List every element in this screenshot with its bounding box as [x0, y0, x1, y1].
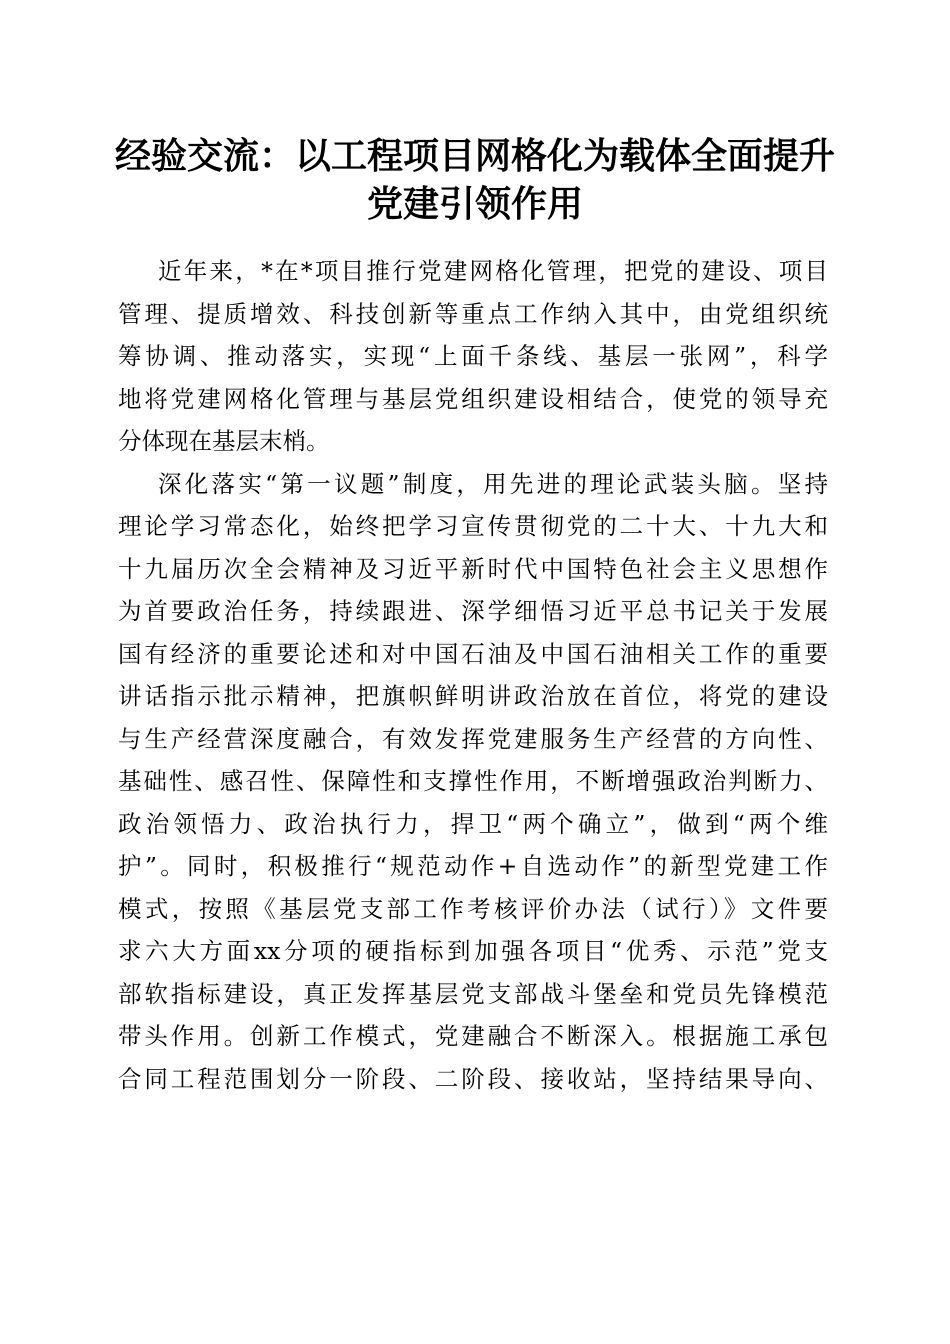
paragraph-line: 带头作用。创新工作模式，党建融合不断深入。根据施工承包 [118, 1022, 828, 1050]
paragraph-line: 合同工程范围划分一阶段、二阶段、接收站，坚持结果导向、 [118, 1064, 828, 1093]
document-title [110, 132, 840, 228]
paragraph-line: 十九届历次全会精神及习近平新时代中国特色社会主义思想作 [118, 554, 828, 583]
paragraph-line: 分体现在基层末梢。 [118, 427, 330, 455]
paragraph-line: 模式，按照《基层党支部工作考核评价办法（试行）》文件要 [118, 894, 828, 923]
paragraph-line: 管理、提质增效、科技创新等重点工作纳入其中，由党组织统 [118, 299, 828, 328]
paragraph-2 [118, 463, 828, 1101]
title-line-1: 经验交流：以工程项目网格化为载体全面提升 [114, 135, 835, 177]
paragraph-line: 求六大方面xx分项的硬指标到加强各项目“优秀、示范”党支 [118, 937, 828, 965]
paragraph-line: 地将党建网格化管理与基层党组织建设相结合，使党的领导充 [118, 384, 828, 413]
paragraph-line: 为首要政治任务，持续跟进、深学细悟习近平总书记关于发展 [118, 597, 828, 625]
paragraph-line: 基础性、感召性、保障性和支撑性作用，不断增强政治判断力、 [118, 767, 828, 795]
paragraph-line: 国有经济的重要论述和对中国石油及中国石油相关工作的重要 [118, 639, 828, 668]
paragraph-line: 与生产经营深度融合，有效发挥党建服务生产经营的方向性、 [118, 724, 828, 753]
paragraph-1 [118, 250, 828, 463]
paragraph-line: 政治领悟力、政治执行力，捍卫“两个确立”，做到“两个维 [118, 809, 828, 838]
paragraph-line: 护”。同时，积极推行“规范动作+自选动作”的新型党建工作 [118, 852, 828, 880]
paragraph-line: 讲话指示批示精神，把旗帜鲜明讲政治放在首位，将党的建设 [118, 682, 828, 710]
paragraph-line: 筹协调、推动落实，实现“上面千条线、基层一张网”，科学 [118, 342, 828, 370]
paragraph-line: 部软指标建设，真正发挥基层党支部战斗堡垒和党员先锋模范 [118, 979, 828, 1008]
document-body [118, 250, 828, 1100]
paragraph-line: 近年来，*在*项目推行党建网格化管理，把党的建设、项目 [158, 257, 828, 285]
paragraph-line: 深化落实“第一议题”制度，用先进的理论武装头脑。坚持 [158, 469, 828, 498]
paragraph-line: 理论学习常态化，始终把学习宣传贯彻党的二十大、十九大和 [118, 512, 828, 540]
title-line-2: 党建引领作用 [366, 183, 583, 225]
